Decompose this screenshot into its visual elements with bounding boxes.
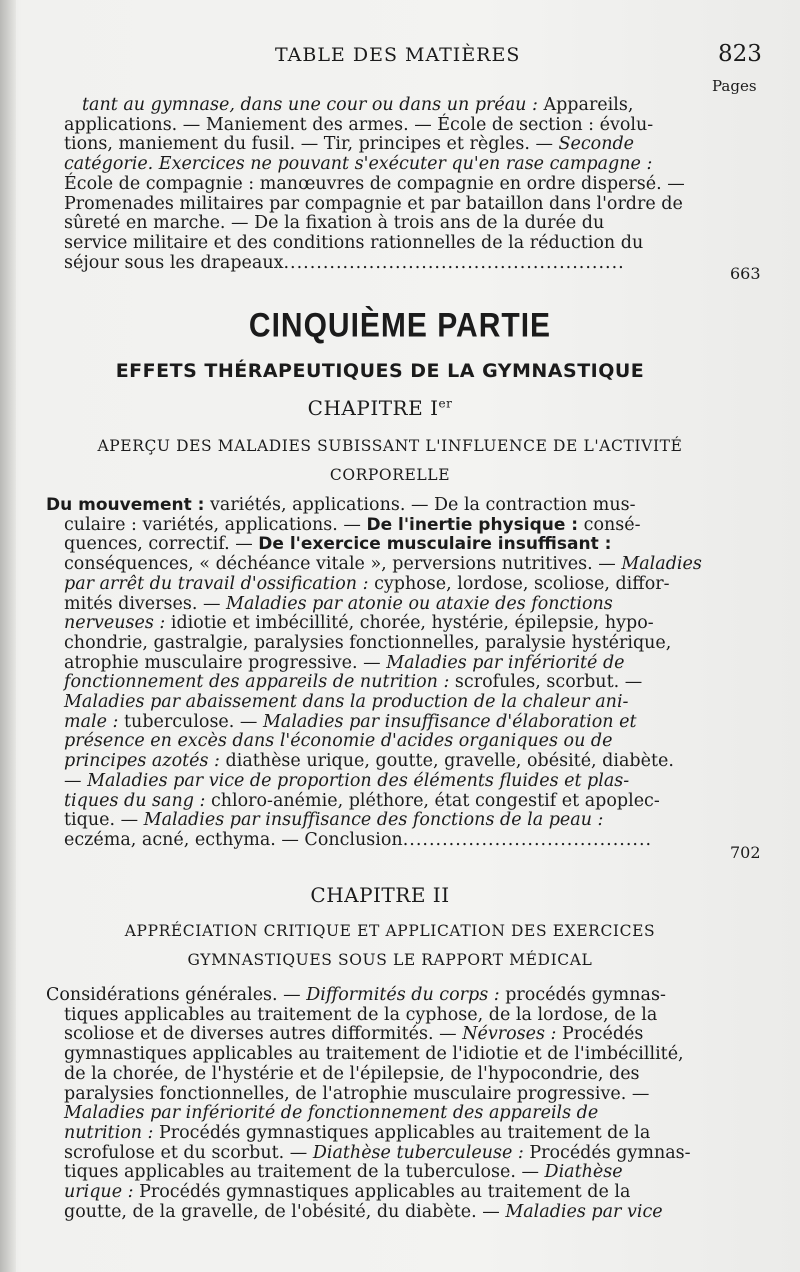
toc-line: quences, correctif. — De l'exercice musculaire insuffisant : <box>64 534 612 555</box>
toc-line: présence en excès dans l'économie d'acides organiques ou de <box>64 731 613 752</box>
toc-line: par arrêt du travail d'ossification : cyphose, lordose, scoliose, diffor- <box>64 573 670 594</box>
toc-line: nerveuses : idiotie et imbécillité, chorée, hystérie, épilepsie, hypo- <box>64 613 654 634</box>
toc-line: sûreté en marche. — De la fixation à trois ans de la durée du <box>64 213 605 234</box>
toc-line: urique : Procédés gymnastiques applicables au traitement de la <box>64 1182 631 1203</box>
toc-line: École de compagnie : manœuvres de compagnie en ordre dispersé. — <box>64 173 685 194</box>
page-spine-shadow <box>0 0 16 1272</box>
toc-line: de la chorée, de l'hystérie et de l'épilepsie, de l'hypocondrie, des <box>64 1063 640 1084</box>
chapter-heading: CHAPITRE Ier <box>307 396 453 420</box>
toc-entry-chapter-2 <box>46 986 712 1222</box>
dot-leader: ...................................... <box>402 829 653 850</box>
toc-line: paralysies fonctionnelles, de l'atrophie musculaire progressive. — <box>64 1083 650 1104</box>
toc-line: Maladies par infériorité de fonctionnement des appareils de <box>64 1103 599 1124</box>
toc-line: nutrition : Procédés gymnastiques applicables au traitement de la <box>64 1122 651 1143</box>
part-subtitle: EFFETS THÉRAPEUTIQUES DE LA GYMNASTIQUE <box>115 360 645 382</box>
toc-line: catégorie. Exercices ne pouvant s'exécuter qu'en rase campagne : <box>64 154 653 175</box>
toc-line: applications. — Maniement des armes. — École de section : évolu- <box>64 114 654 135</box>
toc-line: chondrie, gastralgie, paralysies fonctionnelles, paralysie hystérique, <box>64 632 672 653</box>
toc-line: service militaire et des conditions rationnelles de la réduction du <box>64 232 644 253</box>
toc-line: tiques applicables au traitement de la cyphose, de la lordose, de la <box>64 1004 658 1025</box>
toc-entry-chapter-1 <box>46 496 712 851</box>
toc-line: principes azotés : diathèse urique, goutte, gravelle, obésité, diabète. <box>64 751 674 772</box>
toc-line: — Maladies par vice de proportion des éléments fluides et plas- <box>64 770 630 791</box>
toc-line: tique. — Maladies par insuffisance des fonctions de la peau : <box>64 810 604 831</box>
toc-entry-continued <box>64 96 712 273</box>
toc-line: tiques du sang : chloro-anémie, pléthore, état congestif et apoplec- <box>64 790 660 811</box>
toc-line: Considérations générales. — Difformités du corps : procédés gymnas- <box>46 985 666 1005</box>
toc-line: tiques applicables au traitement de la tuberculose. — Diathèse <box>64 1162 623 1183</box>
toc-page-ref: 702 <box>730 843 761 862</box>
toc-line: Du mouvement : variétés, applications. — De la contraction mus- <box>46 495 636 515</box>
toc-line: Maladies par abaissement dans la production de la chaleur ani- <box>64 692 629 713</box>
chapter-subtitle: APPRÉCIATION CRITIQUE ET APPLICATION DES EXERCICES <box>124 922 656 940</box>
toc-line: culaire : variétés, applications. — De l'inertie physique : consé- <box>64 514 641 535</box>
chapter-subtitle: CORPORELLE <box>329 466 451 484</box>
toc-line: goutte, de la gravelle, de l'obésité, du diabète. — Maladies par vice <box>64 1201 663 1222</box>
page-number: 823 <box>718 41 762 67</box>
part-title: CINQUIÈME PARTIE <box>248 306 552 345</box>
toc-line: mités diverses. — Maladies par atonie ou ataxie des fonctions <box>64 593 613 614</box>
toc-page-ref: 663 <box>730 264 761 283</box>
toc-line: scrofulose et du scorbut. — Diathèse tuberculeuse : Procédés gymnas- <box>64 1142 691 1163</box>
toc-line: fonctionnement des appareils de nutrition : scrofules, scorbut. — <box>64 672 643 693</box>
toc-line: tant au gymnase, dans une cour ou dans un préau : Appareils, <box>82 95 634 115</box>
chapter-heading: CHAPITRE II <box>310 883 450 907</box>
toc-line: tions, maniement du fusil. — Tir, principes et règles. — Seconde <box>64 134 635 155</box>
toc-line: séjour sous les drapeaux.................................................... <box>64 252 625 273</box>
chapter-subtitle: APERÇU DES MALADIES SUBISSANT L'INFLUENCE DE L'ACTIVITÉ <box>97 437 683 455</box>
pages-column-label: Pages <box>712 77 757 95</box>
running-head <box>0 41 800 72</box>
toc-line: gymnastiques applicables au traitement de l'idiotie et de l'imbécillité, <box>64 1044 684 1065</box>
toc-line: Promenades militaires par compagnie et par bataillon dans l'ordre de <box>64 193 683 214</box>
toc-line: eczéma, acné, ecthyma. — Conclusion...................................... <box>64 829 653 850</box>
chapter-subtitle: GYMNASTIQUES SOUS LE RAPPORT MÉDICAL <box>187 951 593 969</box>
dot-leader: .................................................... <box>283 252 625 273</box>
toc-line: atrophie musculaire progressive. — Maladies par infériorité de <box>64 652 625 673</box>
running-head-title: TABLE DES MATIÈRES <box>275 44 521 66</box>
toc-line: scoliose et de diverses autres difformités. — Névroses : Procédés <box>64 1024 644 1045</box>
toc-line: conséquences, « déchéance vitale », perversions nutritives. — Maladies <box>64 554 702 575</box>
toc-line: male : tuberculose. — Maladies par insuffisance d'élaboration et <box>64 711 637 732</box>
